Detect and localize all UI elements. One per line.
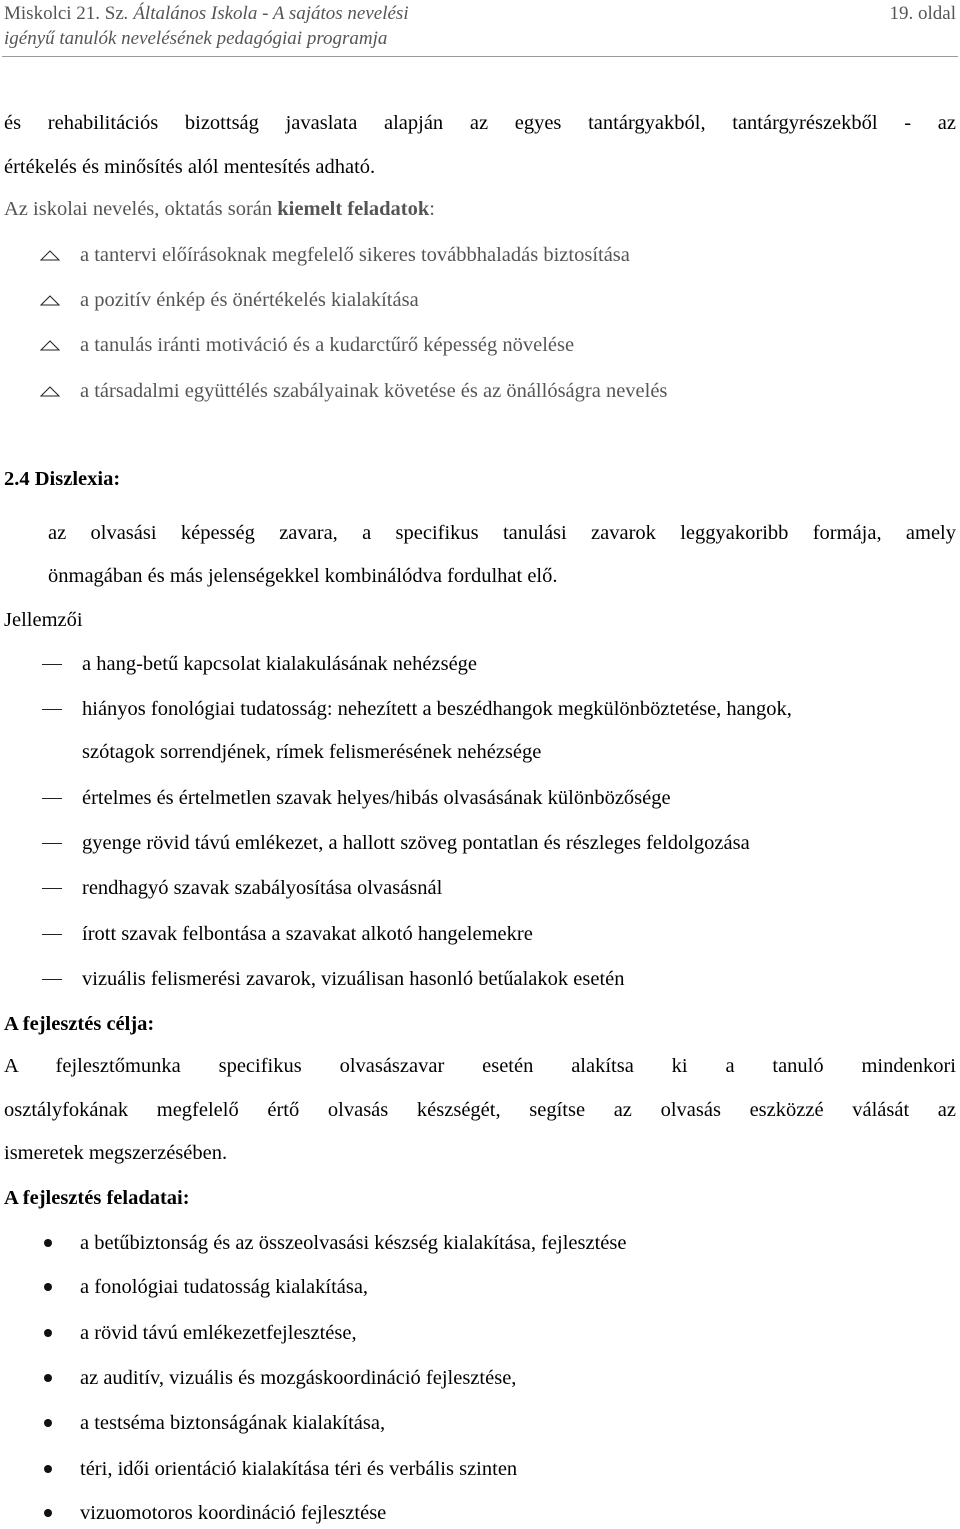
dash-bullet-icon	[42, 979, 62, 980]
dash-bullet-icon	[42, 664, 62, 665]
dash-bullet-icon	[42, 709, 62, 710]
header-school: Miskolci 21. Sz	[4, 3, 124, 24]
header-title	[4, 3, 409, 25]
trait-item: értelmes és értelmetlen szavak helyes/hibás olvasásának különbözősége	[82, 787, 671, 809]
section-heading: 2.4 Diszlexia:	[4, 468, 121, 490]
dev-tasks-heading: A fejlesztés feladatai:	[4, 1187, 190, 1209]
goal-line-1: A fejlesztőmunka specifikus olvasászavar esetén alakítsa ki a tanuló mindenkori	[4, 1055, 956, 1077]
tasks-lead	[4, 197, 435, 221]
trait-item: a hang-betű kapcsolat kialakulásának nehézsége	[82, 653, 478, 675]
definition-line-2: önmagában és más jelenségekkel kombinálódva fordulhat elő.	[48, 565, 558, 587]
tasks-lead-end: :	[429, 198, 435, 220]
arrow-bullet-icon	[40, 385, 60, 397]
dev-task-item: vizuomotoros koordináció fejlesztése	[80, 1502, 387, 1524]
trait-item: írott szavak felbontása a szavakat alkotó hangelemekre	[82, 923, 533, 945]
task-item: a társadalmi együttélés szabályainak követése és az önállóságra nevelés	[80, 380, 668, 402]
bullet-dot-icon	[44, 1465, 52, 1473]
header-divider	[2, 56, 958, 57]
header-school-rest: . Általános Iskola - A sajátos nevelési	[123, 3, 409, 24]
bullet-dot-icon	[44, 1239, 52, 1247]
traits-heading: Jellemzői	[4, 609, 83, 631]
trait-item: vizuális felismerési zavarok, vizuálisan hasonló betűalakok esetén	[82, 968, 625, 990]
dash-bullet-icon	[42, 934, 62, 935]
dev-task-item: a rövid távú emlékezetfejlesztése,	[80, 1322, 357, 1344]
trait-item-continued: szótagok sorrendjének, rímek felismerésének nehézsége	[82, 741, 542, 763]
dev-task-item: a fonológiai tudatosság kialakítása,	[80, 1276, 369, 1298]
intro-line-1: és rehabilitációs bizottság javaslata alapján az egyes tantárgyakból, tantárgyrészekből - az	[4, 112, 956, 134]
arrow-bullet-icon	[40, 294, 60, 306]
page-number: 19. oldal	[889, 3, 956, 24]
bullet-dot-icon	[44, 1329, 52, 1337]
arrow-bullet-icon	[40, 249, 60, 261]
task-item: a tantervi előírásoknak megfelelő sikeres továbbhaladás biztosítása	[80, 244, 630, 266]
dev-task-item: a testséma biztonságának kialakítása,	[80, 1412, 386, 1434]
goal-line-2: osztályfokának megfelelő értő olvasás készségét, segítse az olvasás eszközzé válását az	[4, 1099, 956, 1121]
tasks-lead-bold: kiemelt feladatok	[277, 198, 430, 220]
goal-line-3: ismeretek megszerzésében.	[4, 1142, 228, 1164]
dev-task-item: a betűbiztonság és az összeolvasási készség kialakítása, fejlesztése	[80, 1232, 627, 1254]
bullet-dot-icon	[44, 1374, 52, 1382]
trait-item: hiányos fonológiai tudatosság: nehezített a beszédhangok megkülönböztetése, hangok,	[82, 698, 792, 720]
dev-task-item: az auditív, vizuális és mozgáskoordináció fejlesztése,	[80, 1367, 517, 1389]
dash-bullet-icon	[42, 843, 62, 844]
bullet-dot-icon	[44, 1283, 52, 1291]
definition-line-1: az olvasási képesség zavara, a specifikus tanulási zavarok leggyakoribb formája, amely	[48, 522, 956, 544]
dev-task-item: téri, idői orientáció kialakítása téri és verbális szinten	[80, 1458, 518, 1480]
dash-bullet-icon	[42, 888, 62, 889]
header-subtitle: igényű tanulók nevelésének pedagógiai programja	[4, 28, 388, 49]
task-item: a pozitív énkép és önértékelés kialakítása	[80, 289, 419, 311]
task-item: a tanulás iránti motiváció és a kudarctűrő képesség növelése	[80, 334, 575, 356]
trait-item: gyenge rövid távú emlékezet, a hallott szöveg pontatlan és részleges feldolgozása	[82, 832, 750, 854]
goal-heading: A fejlesztés célja:	[4, 1013, 155, 1035]
bullet-dot-icon	[44, 1419, 52, 1427]
dash-bullet-icon	[42, 798, 62, 799]
intro-line-2: értékelés és minősítés alól mentesítés adható.	[4, 156, 376, 178]
bullet-dot-icon	[44, 1509, 52, 1517]
tasks-lead-text: Az iskolai nevelés, oktatás során	[4, 198, 278, 220]
arrow-bullet-icon	[40, 339, 60, 351]
trait-item: rendhagyó szavak szabályosítása olvasásnál	[82, 877, 443, 899]
